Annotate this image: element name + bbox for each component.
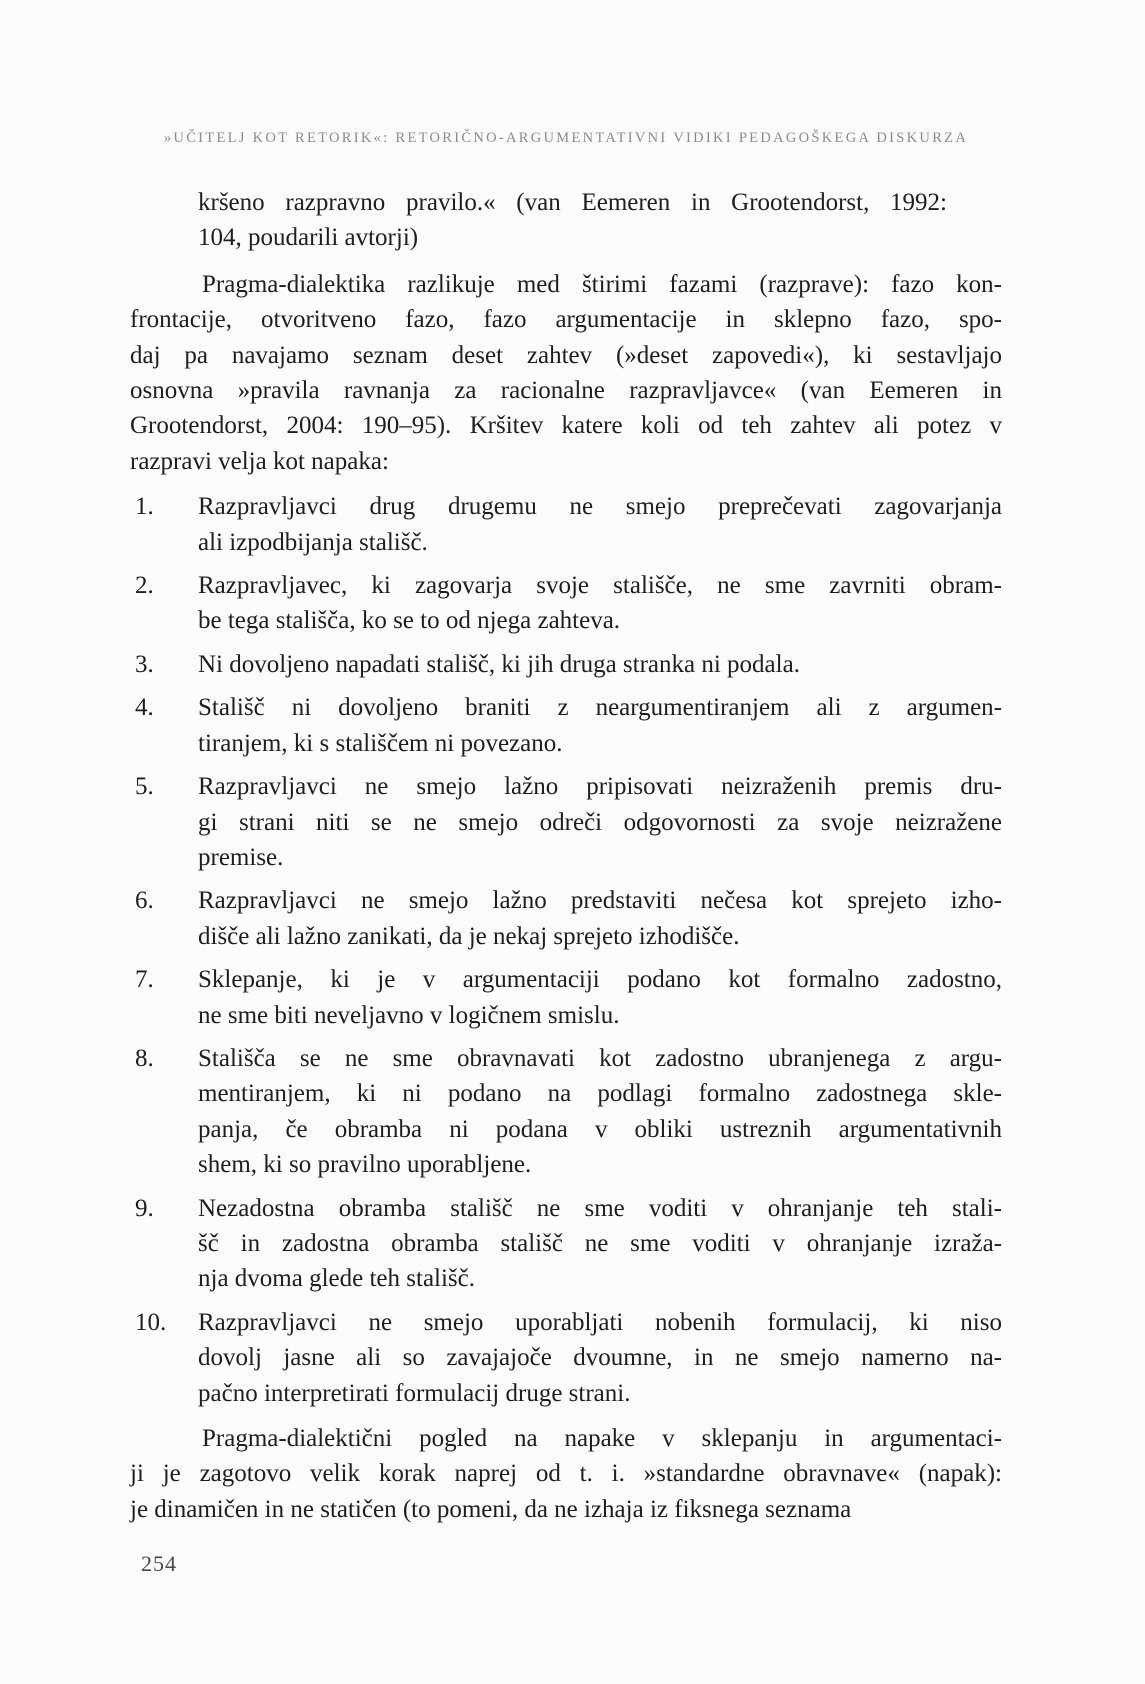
intro-paragraph — [130, 267, 1002, 479]
rule-text — [198, 769, 1002, 875]
text-line: Grootendorst, 2004: 190–95). Kršitev katere koli od teh zahtev ali potez v — [130, 412, 1002, 440]
rule-text — [198, 568, 1002, 639]
rule-text — [198, 647, 1002, 682]
text-line: dišče ali lažno zanikati, da je nekaj sprejeto izhodišče. — [198, 922, 740, 950]
text-line: razpravi velja kot napaka: — [130, 447, 389, 475]
rule-text — [198, 883, 1002, 954]
rule-number: 8. — [135, 1044, 154, 1072]
text-line: ne sme biti neveljavno v logičnem smislu. — [198, 1001, 620, 1029]
text-line: dovolj jasne ali so zavajajoče dvoumne, in ne smejo namerno na- — [198, 1344, 1002, 1372]
text-line: Stališča se ne sme obravnavati kot zadostno ubranjenega z argu- — [198, 1044, 1002, 1072]
text-line: shem, ki so pravilno uporabljene. — [198, 1151, 532, 1179]
rule-number: 7. — [135, 966, 154, 994]
text-line: Razpravljavci ne smejo lažno predstaviti nečesa kot sprejeto izho- — [198, 887, 1002, 915]
text-line: frontacije, otvoritveno fazo, fazo argumentacije in sklepno fazo, spo- — [130, 306, 1002, 334]
rules-list — [130, 489, 1002, 1411]
text-line: Pragma-dialektika razlikuje med štirimi fazami (razprave): fazo kon- — [202, 270, 1002, 298]
rule-number: 3. — [135, 650, 154, 678]
rule-item — [130, 1041, 1002, 1183]
text-line: ali izpodbijanja stališč. — [198, 528, 428, 556]
text-line: panja, če obramba ni podana v obliki ustreznih argumentativnih — [198, 1115, 1002, 1143]
text-line: Pragma-dialektični pogled na napake v sklepanju in argumentaci- — [202, 1425, 1002, 1452]
rule-number: 1. — [135, 493, 154, 521]
text-line: 104, poudarili avtorji) — [198, 224, 419, 252]
text-line: daj pa navajamo seznam deset zahtev (»deset zapovedi«), ki sestavljajo — [130, 341, 1002, 369]
page-body — [130, 185, 1002, 1527]
rule-item — [130, 489, 1002, 560]
text-line: Razpravljavec, ki zagovarja svoje stališče, ne sme zavrniti obram- — [198, 572, 1002, 600]
text-line: šč in zadostna obramba stališč ne sme voditi v ohranjanje izraža- — [198, 1229, 1002, 1257]
text-line: Ni dovoljeno napadati stališč, ki jih druga stranka ni podala. — [198, 650, 800, 678]
rule-text — [198, 1305, 1002, 1411]
text-line: nja dvoma glede teh stališč. — [198, 1265, 476, 1293]
running-header: »UČITELJ KOT RETORIK«: RETORIČNO-ARGUMENTATIVNI VIDIKI PEDAGOŠKEGA DISKURZA — [163, 130, 969, 146]
rule-item — [130, 883, 1002, 954]
text-line: Nezadostna obramba stališč ne sme voditi v ohranjanje teh stali- — [198, 1194, 1002, 1222]
rule-item — [130, 1191, 1002, 1297]
rule-item — [130, 962, 1002, 1033]
text-line: Razpravljavci ne smejo lažno pripisovati neizraženih premis dru- — [198, 773, 1002, 801]
text-line: mentiranjem, ki ni podano na podlagi formalno zadostnega skle- — [198, 1080, 1002, 1108]
rule-number: 6. — [135, 887, 154, 915]
text-line: tiranjem, ki s stališčem ni povezano. — [198, 729, 563, 757]
rule-number: 5. — [135, 773, 154, 801]
text-line: kršeno razpravno pravilo.« (van Eemeren in Grootendorst, 1992: — [198, 189, 947, 216]
rule-item — [130, 568, 1002, 639]
text-line: osnovna »pravila ravnanja za racionalne razpravljavce« (van Eemeren in — [130, 377, 1002, 405]
rule-text — [198, 489, 1002, 560]
text-line: Sklepanje, ki je v argumentaciji podano kot formalno zadostno, — [198, 966, 1002, 994]
rule-text — [198, 690, 1002, 761]
text-line: pačno interpretirati formulacij druge strani. — [198, 1379, 631, 1407]
rule-text — [198, 1041, 1002, 1183]
text-line: be tega stališča, ko se to od njega zahteva. — [198, 607, 621, 635]
text-line: ji je zagotovo velik korak naprej od t. i. »standardne obravnave« (napak): — [130, 1460, 1002, 1488]
rule-number: 2. — [135, 572, 154, 600]
page-number: 254 — [141, 1551, 177, 1576]
rule-number: 9. — [135, 1194, 154, 1222]
rule-item — [130, 769, 1002, 875]
text-line: je dinamičen in ne statičen (to pomeni, da ne izhaja iz fiksnega seznama — [130, 1495, 852, 1523]
rule-item — [130, 1305, 1002, 1411]
rule-text — [198, 1191, 1002, 1297]
outro-paragraph — [130, 1421, 1002, 1527]
text-line: Razpravljavci ne smejo uporabljati nobenih formulacij, ki niso — [198, 1308, 1002, 1336]
rule-item — [130, 647, 1002, 682]
rule-item — [130, 690, 1002, 761]
rule-text — [198, 962, 1002, 1033]
text-line: gi strani niti se ne smejo odreči odgovornosti za svoje neizražene — [198, 808, 1002, 836]
text-line: Stališč ni dovoljeno braniti z neargumentiranjem ali z argumen- — [198, 694, 1002, 722]
text-line: premise. — [198, 843, 284, 871]
rule-number: 4. — [135, 694, 154, 722]
quote-block — [198, 185, 947, 256]
rule-number: 10. — [135, 1308, 167, 1336]
text-line: Razpravljavci drug drugemu ne smejo preprečevati zagovarjanja — [198, 493, 1002, 521]
